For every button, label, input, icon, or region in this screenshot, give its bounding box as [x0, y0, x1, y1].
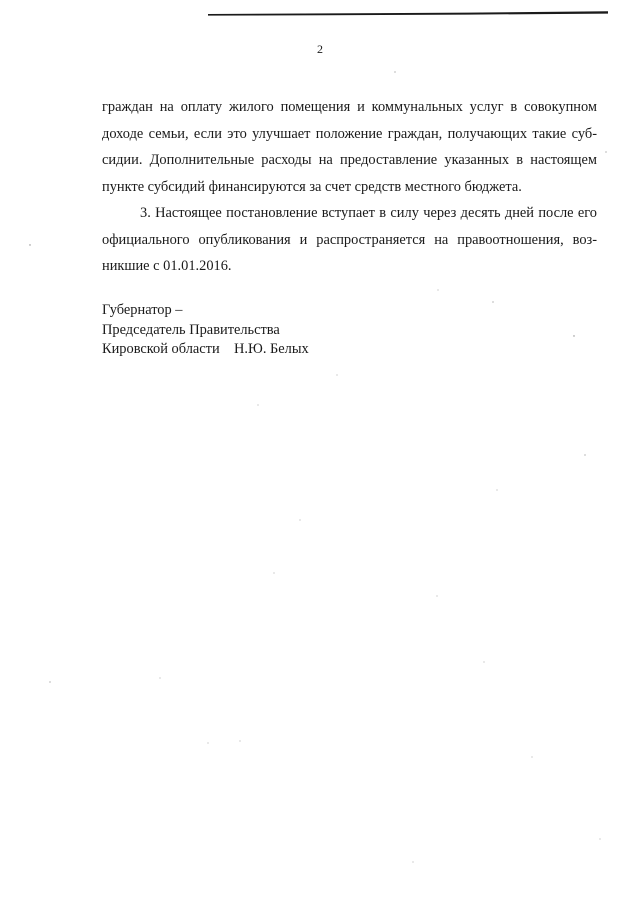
scan-edge-bar — [208, 10, 608, 14]
paragraph-continuation — [102, 94, 597, 200]
text-line: пункте субсидий финансируются за счет средств местного бюджета. — [102, 178, 522, 195]
text-line: 3. Настоящее постановление вступает в силу через десять дней после его — [140, 205, 597, 221]
signature-block — [102, 301, 309, 360]
signature-name-line: Кировской области Н.Ю. Белых — [102, 341, 309, 357]
document-body — [102, 94, 597, 280]
text-line: граждан на оплату жилого помещения и коммунальных услуг в совокупном — [102, 99, 597, 115]
paragraph-3 — [102, 200, 597, 280]
text-line: доходе семьи, если это улучшает положение граждан, получающих такие суб- — [102, 125, 597, 142]
signature-position-line: Председатель Правительства — [102, 321, 280, 338]
signature-title-line: Губернатор – — [102, 302, 183, 318]
text-line: сидии. Дополнительные расходы на предоставление указанных в настоящем — [102, 152, 597, 168]
text-line: официального опубликования и распространяется на правоотношения, воз- — [102, 231, 597, 248]
page-number: 2 — [317, 42, 323, 56]
text-line: никшие с 01.01.2016. — [102, 258, 232, 274]
